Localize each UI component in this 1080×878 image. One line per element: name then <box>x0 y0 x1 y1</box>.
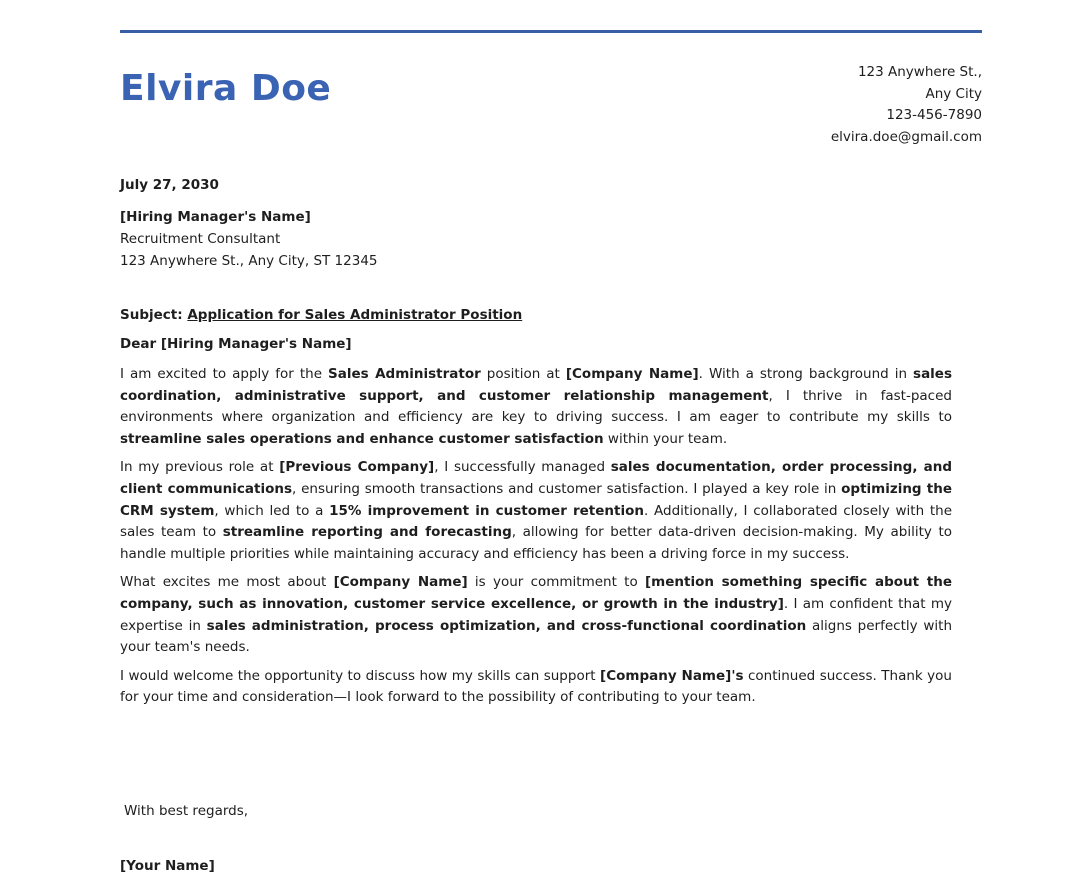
recipient-address: 123 Anywhere St., Any City, ST 12345 <box>120 253 378 269</box>
contact-block <box>831 62 982 149</box>
emphasis-text: streamline sales operations and enhance customer satisfaction <box>120 430 604 447</box>
salutation: Dear [Hiring Manager's Name] <box>120 336 352 352</box>
subject-label: Subject: <box>120 307 183 323</box>
body-text: , allowing for better data-driven decision-making. My ability to handle multiple priorities while maintaining accuracy and efficiency has been a driving force in my success. <box>120 524 952 562</box>
body-text: In my previous role at <box>120 459 280 476</box>
letter-date: July 27, 2030 <box>120 177 219 193</box>
paragraph <box>120 364 952 450</box>
body-text: What excites me most about <box>120 574 334 591</box>
emphasis-text: Sales Administrator <box>328 366 481 382</box>
header-rule <box>120 30 982 33</box>
contact-street: 123 Anywhere St., <box>857 64 982 80</box>
body-text: , ensuring smooth transactions and customer satisfaction. I played a key role in <box>292 480 842 497</box>
body-text: , I successfully managed <box>434 459 611 476</box>
closing: With best regards, <box>124 803 249 819</box>
letter-body <box>120 364 952 716</box>
emphasis-text: [Company Name]'s <box>600 667 744 684</box>
emphasis-text: 15% improvement in customer retention <box>329 502 644 519</box>
applicant-name: Elvira Doe <box>120 68 332 109</box>
subject-line <box>120 307 522 323</box>
emphasis-text: streamline reporting and forecasting <box>222 524 512 541</box>
recipient-name: [Hiring Manager's Name] <box>120 209 311 225</box>
body-text: aligns perfectly with your team's needs. <box>120 617 952 656</box>
paragraph <box>120 457 952 565</box>
emphasis-text: [Previous Company] <box>279 459 435 476</box>
body-text: position at <box>480 366 566 382</box>
emphasis-text: optimizing the CRM system <box>120 480 952 519</box>
emphasis-text: [Company Name] <box>565 366 699 382</box>
contact-city: Any City <box>925 85 982 102</box>
emphasis-text: sales documentation, order processing, and client communications <box>120 459 952 497</box>
body-text: . Additionally, I collaborated closely with the sales team to <box>120 502 953 541</box>
body-text: I am excited to apply for the <box>120 366 329 382</box>
recipient-title: Recruitment Consultant <box>120 231 281 247</box>
contact-phone: 123-456-7890 <box>886 107 982 124</box>
body-text: within your team. <box>603 430 728 447</box>
recipient-block <box>120 206 378 272</box>
contact-email[interactable]: elvira.doe@gmail.com <box>830 129 982 146</box>
emphasis-text: sales administration, process optimization, and cross-functional coordination <box>206 617 807 634</box>
subject-text: Application for Sales Administrator Position <box>187 307 523 323</box>
body-text: . I am confident that my expertise in <box>120 595 952 634</box>
body-text: , which led to a <box>214 502 330 519</box>
body-text: . With a strong background in <box>698 366 914 382</box>
body-text: , I thrive in fast-paced environments where organization and efficiency are key to driving success. I am eager to contribute my skills to <box>120 387 952 426</box>
emphasis-text: [Company Name] <box>333 574 468 591</box>
signature: [Your Name] <box>120 858 215 874</box>
emphasis-text: sales coordination, administrative support, and customer relationship management <box>120 366 952 404</box>
body-text: I would welcome the opportunity to discuss how my skills can support <box>120 667 601 684</box>
body-text: continued success. Thank you for your time and consideration—I look forward to the possibility of contributing to your team. <box>120 667 952 706</box>
paragraph <box>120 666 952 709</box>
body-text: is your commitment to <box>467 574 645 591</box>
emphasis-text: [mention something specific about the company, such as innovation, customer service excellence, or growth in the industry] <box>120 574 952 612</box>
paragraph <box>120 572 952 658</box>
